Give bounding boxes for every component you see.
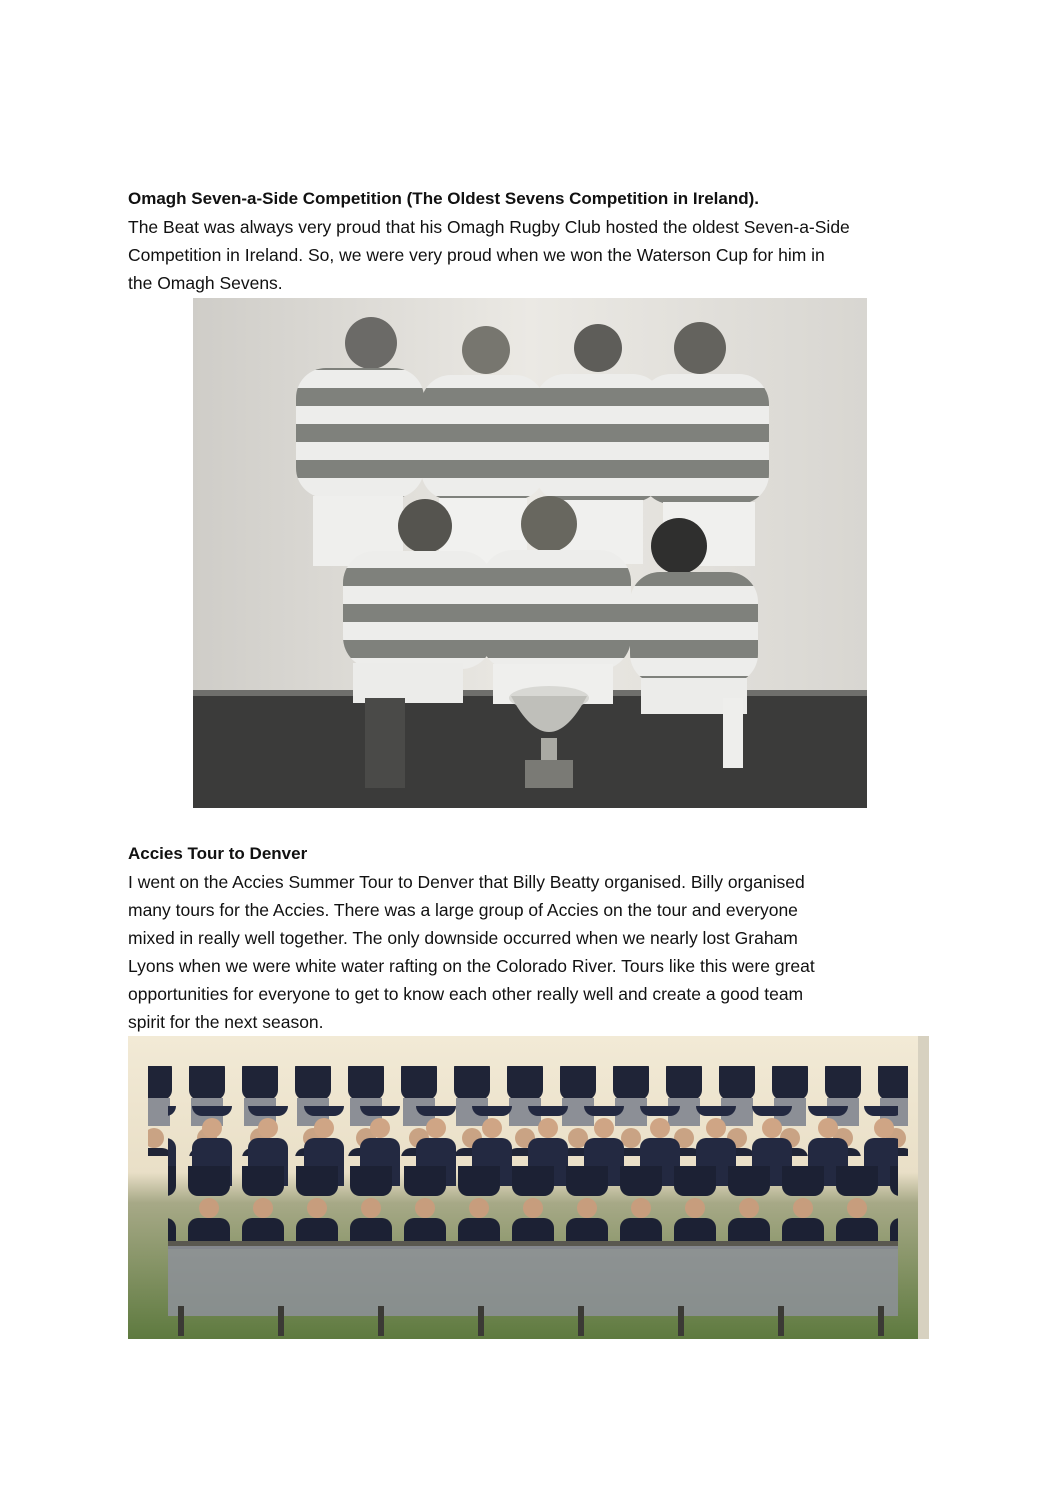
denver-tour-group-photo-image: [128, 1036, 929, 1339]
paragraph-line: opportunities for everyone to get to know each other really well and create a good team: [128, 984, 804, 1004]
sevens-team-photo-image: [193, 298, 867, 808]
paragraph-line: The Beat was always very proud that his Omagh Rugby Club hosted the oldest Seven-a-Side: [128, 217, 850, 237]
paragraph-line: I went on the Accies Summer Tour to Denver that Billy Beatty organised. Billy organised: [128, 872, 805, 892]
section-paragraph-denver: [128, 868, 928, 1036]
denver-tour-group-photo: [128, 1036, 929, 1339]
section-paragraph-omagh: [128, 213, 928, 297]
sevens-team-photo: [193, 298, 867, 808]
paragraph-line: spirit for the next season.: [128, 1012, 324, 1032]
paragraph-line: Competition in Ireland. So, we were very proud when we won the Waterson Cup for him in: [128, 245, 825, 265]
paragraph-line: many tours for the Accies. There was a large group of Accies on the tour and everyone: [128, 900, 798, 920]
paragraph-line: the Omagh Sevens.: [128, 273, 283, 293]
section-heading-omagh: Omagh Seven-a-Side Competition (The Oldest Sevens Competition in Ireland).: [128, 189, 759, 208]
paragraph-line: mixed in really well together. The only downside occurred when we nearly lost Graham: [128, 928, 798, 948]
paragraph-line: Lyons when we were white water rafting on the Colorado River. Tours like this were great: [128, 956, 815, 976]
section-heading-denver: Accies Tour to Denver: [128, 844, 308, 863]
